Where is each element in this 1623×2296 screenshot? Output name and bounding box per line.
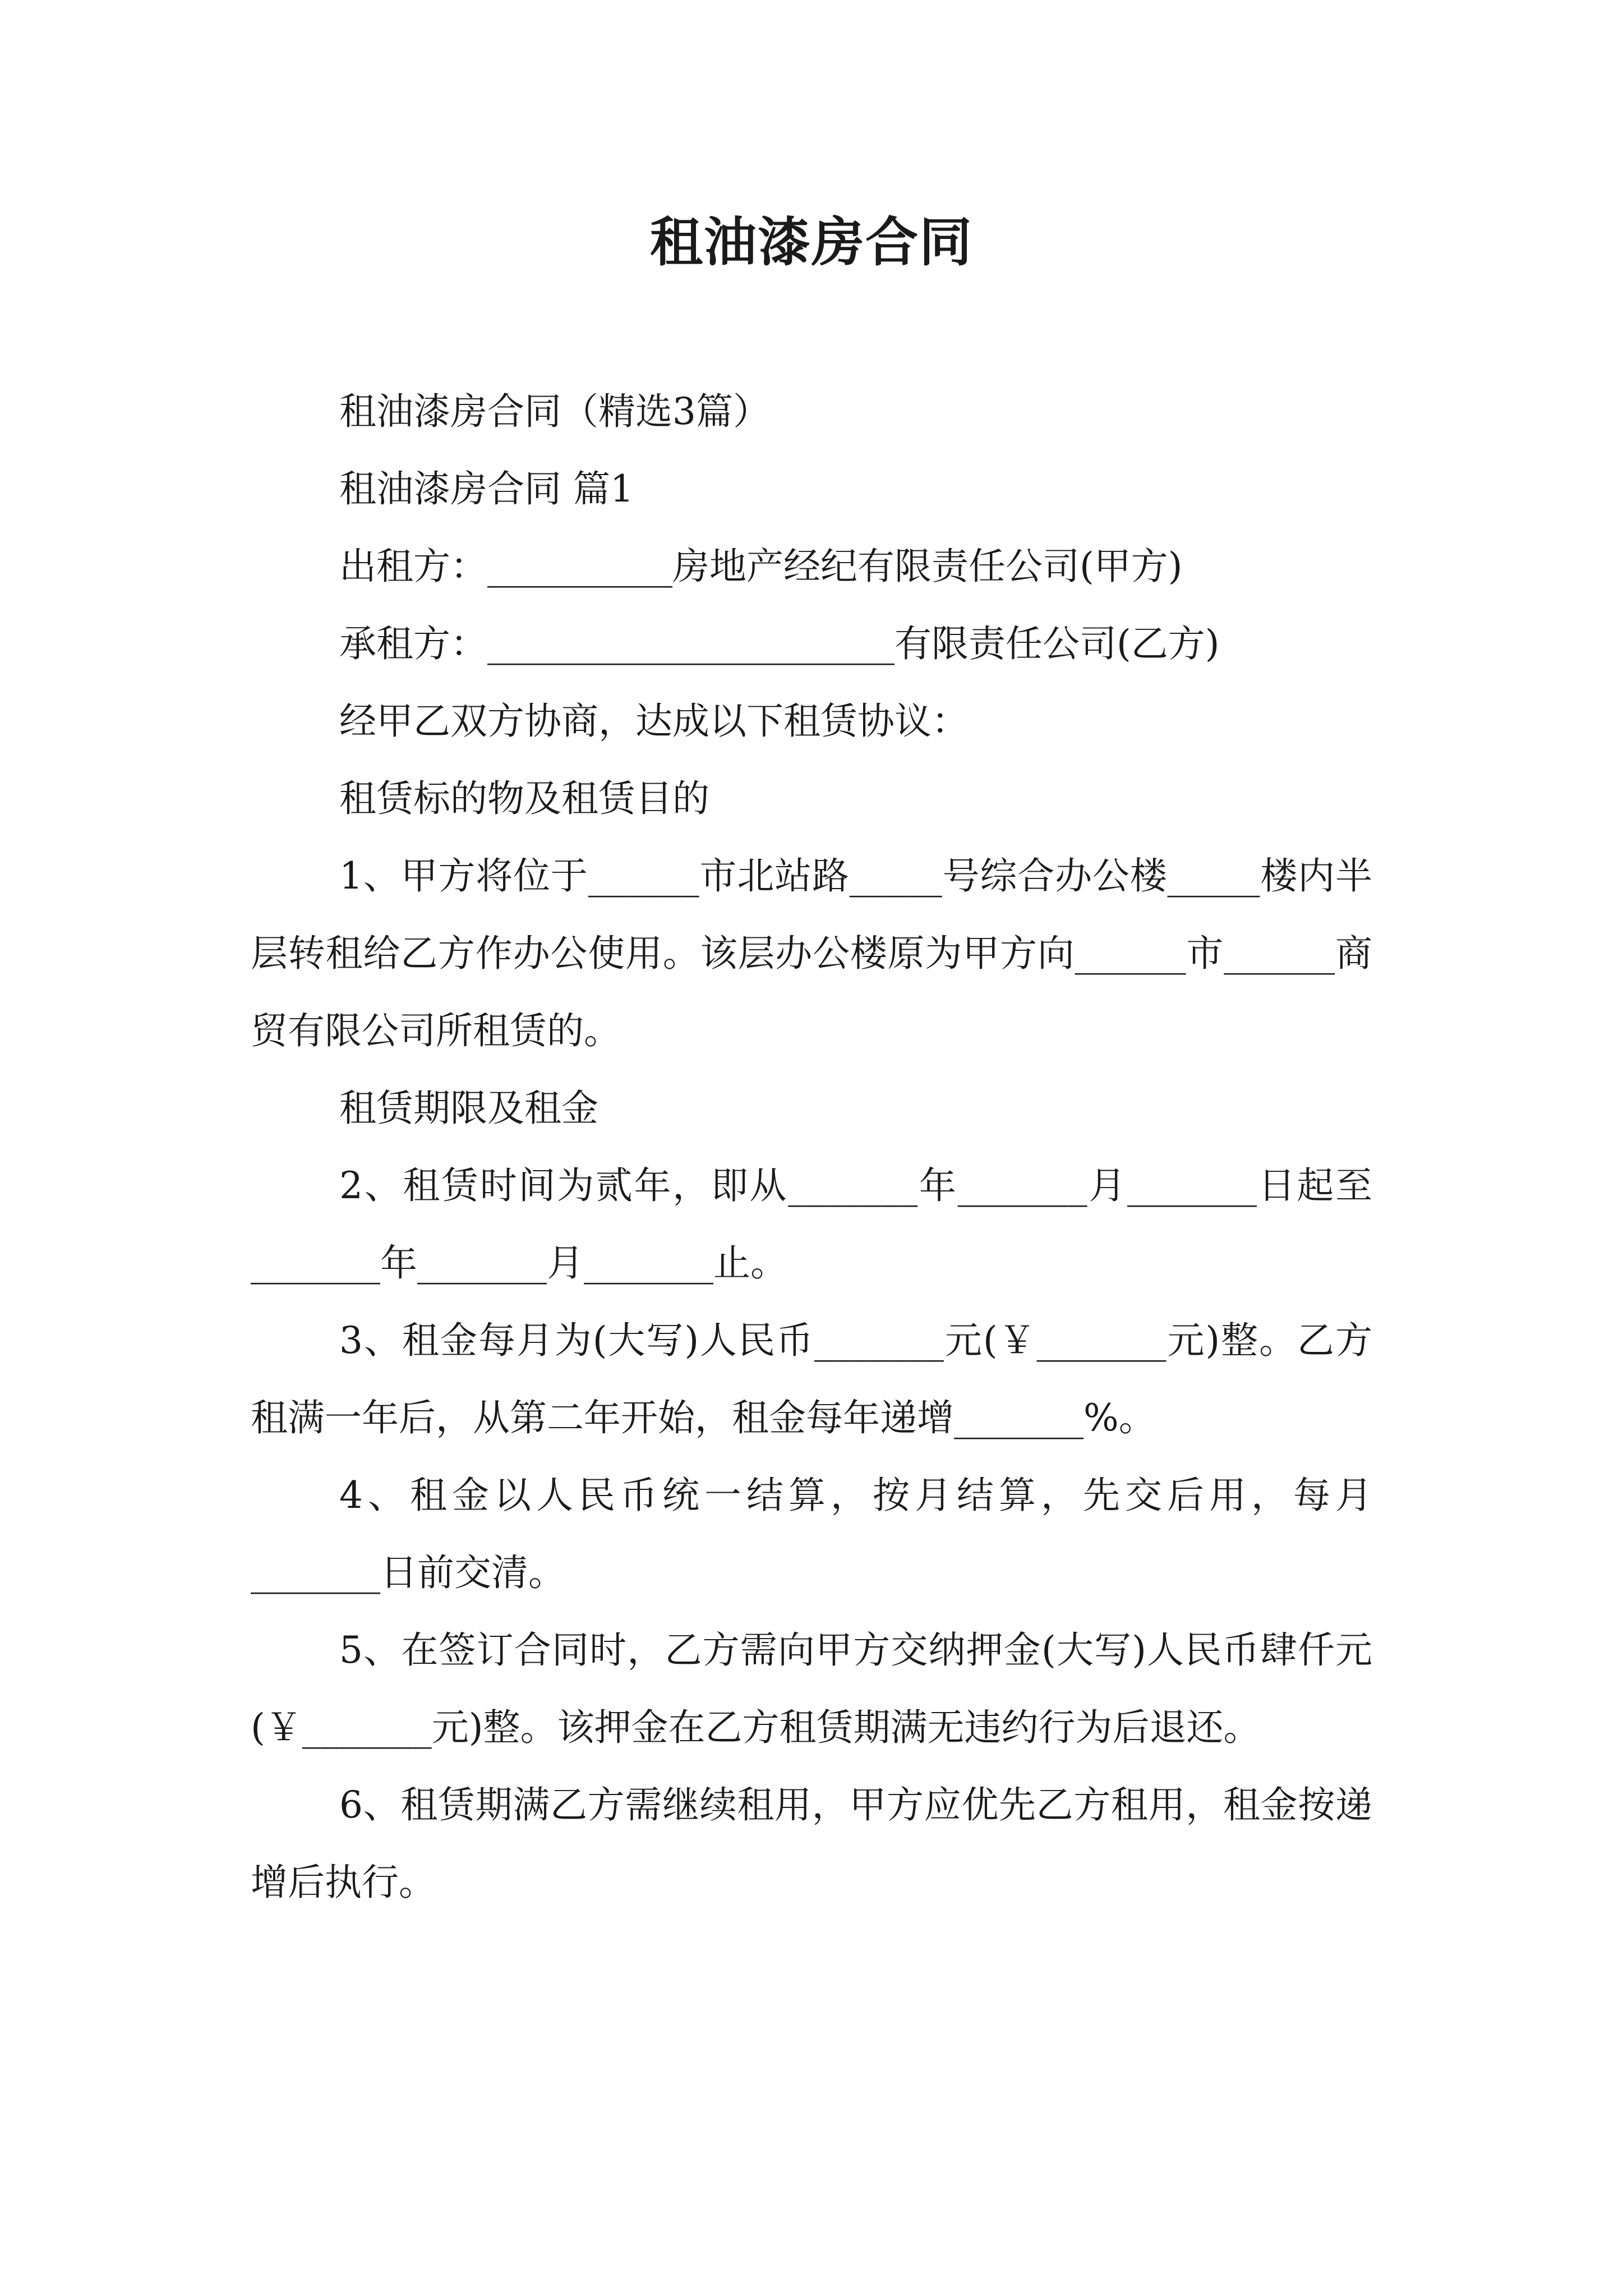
clause-5: 5、在签订合同时，乙方需向甲方交纳押金(大写)人民币肆仟元(￥_______元)整。该押金在乙方租赁期满无违约行为后退还。: [251, 1628, 1372, 1749]
paragraph-article-heading: 租油漆房合同 篇1: [339, 467, 634, 510]
clause-6: 6、租赁期满乙方需继续租用，甲方应优先乙方租用，租金按递增后执行。: [251, 1783, 1372, 1904]
paragraph-collection-heading: 租油漆房合同（精选3篇）: [339, 390, 770, 433]
document-body: [251, 373, 1372, 1921]
clause-1: 1、甲方将位于______市北站路_____号综合办公楼_____楼内半层转租给乙方作办公使用。该层办公楼原为甲方向______市______商贸有限公司所租赁的。: [251, 854, 1372, 1052]
clause-3: 3、租金每月为(大写)人民币_______元(￥_______元)整。乙方租满一年后，从第二年开始，租金每年递增_______%。: [251, 1319, 1372, 1439]
section-heading-term-and-rent: 租赁期限及租金: [339, 1087, 598, 1130]
paragraph-lessor: 出租方：__________房地产经纪有限责任公司(甲方): [339, 545, 1183, 588]
paragraph-lessee: 承租方：______________________有限责任公司(乙方): [339, 622, 1220, 665]
document-title: 租油漆房合同: [649, 211, 973, 273]
clause-2: 2、租赁时间为贰年，即从_______年_______月_______日起至_______年_______月_______止。: [251, 1164, 1372, 1285]
paragraph-agreement-intro: 经甲乙双方协商，达成以下租赁协议：: [339, 700, 969, 743]
section-heading-lease-object: 租赁标的物及租赁目的: [339, 777, 709, 820]
clause-4: 4、租金以人民币统一结算，按月结算，先交后用，每月_______日前交清。: [251, 1474, 1372, 1594]
